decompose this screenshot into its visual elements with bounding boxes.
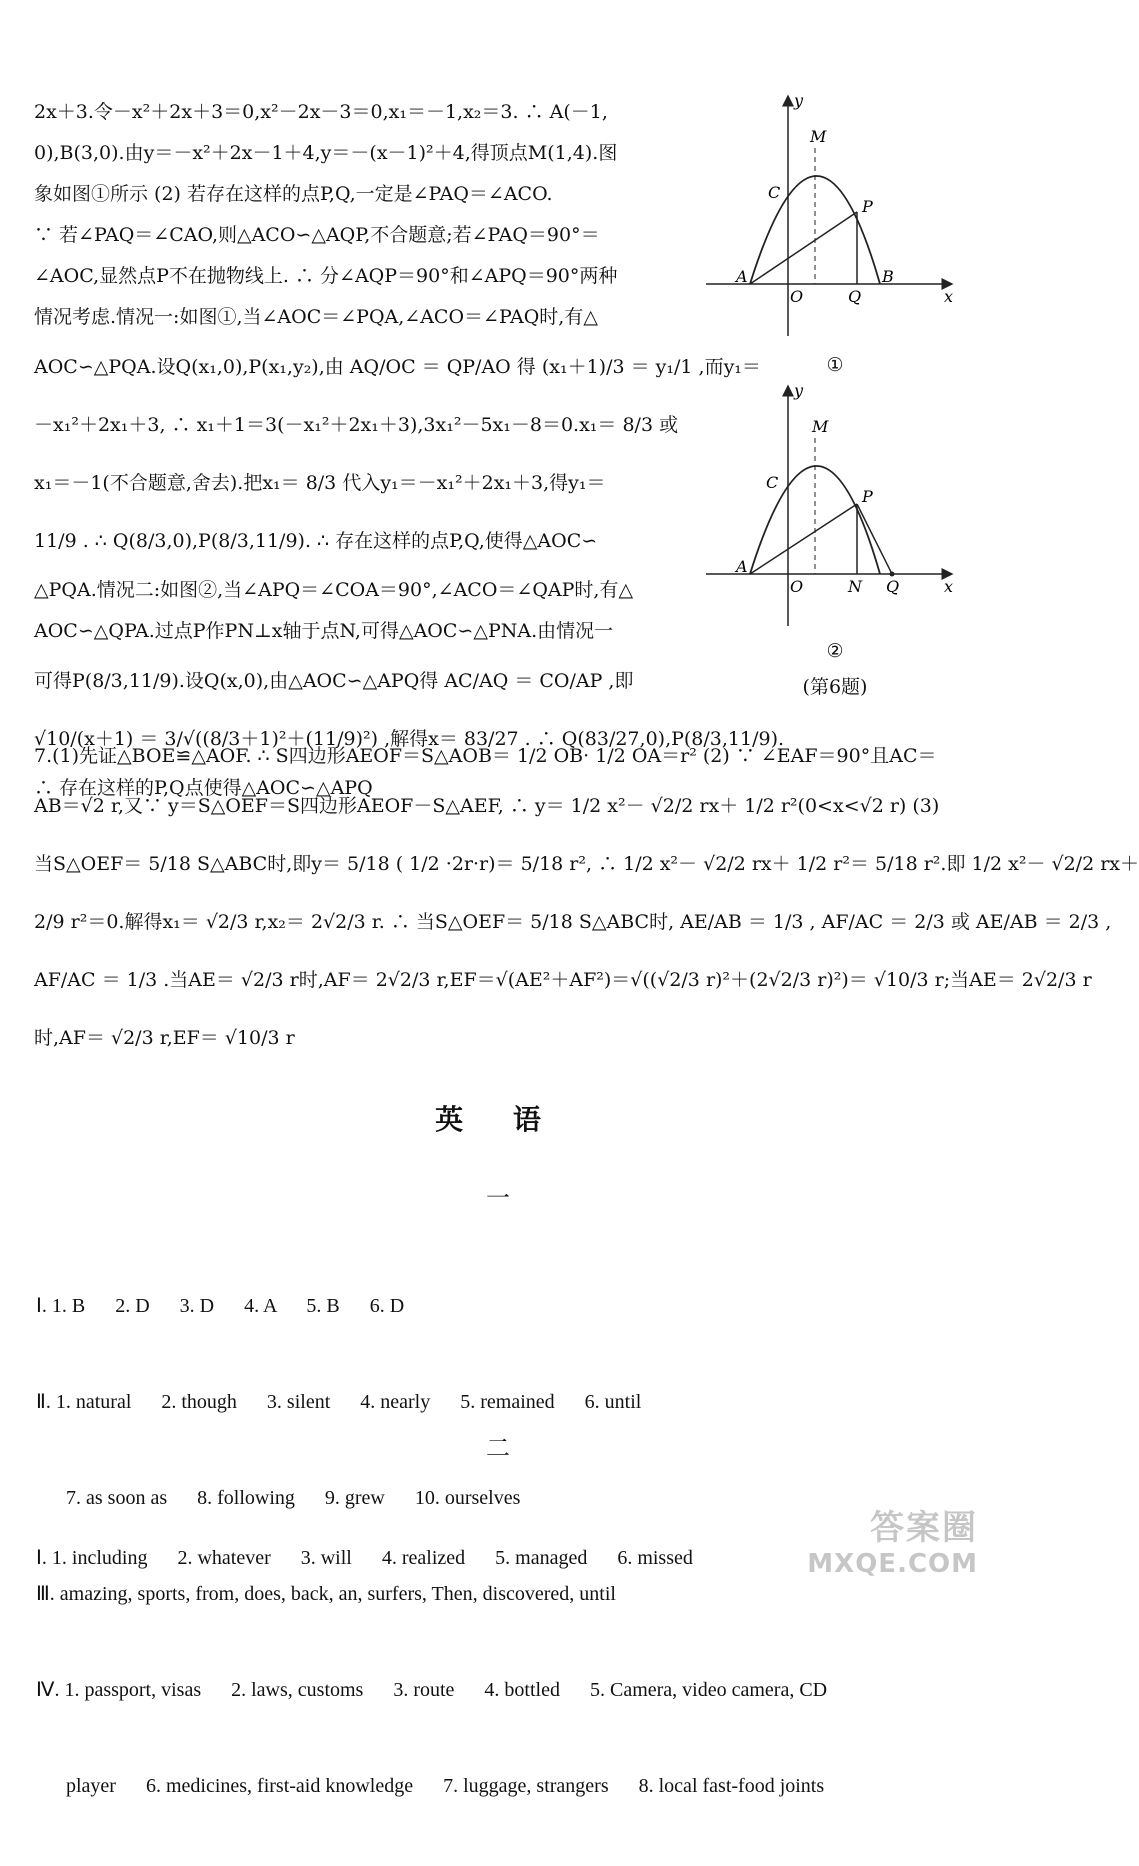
label-m: M: [812, 417, 829, 436]
math-line: ∵ 若∠PAQ＝∠CAO,则△ACO∽△AQP,不合题意;若∠PAQ＝90°＝: [34, 224, 600, 246]
math-line: 2/9 r²＝0.解得x₁＝ √2/3 r,x₂＝ 2√2/3 r. ∴ 当S△OEF＝ 5/18 S△ABC时, AE/AB ＝ 1/3 , AF/AC ＝ 2/3 或 AE/AB ＝ 2/3 ,: [34, 911, 1112, 933]
label-x: x: [944, 577, 954, 596]
math-line: 时,AF＝ √2/3 r,EF＝ √10/3 r: [34, 1027, 295, 1049]
point-q: [890, 572, 895, 577]
answer-line: Ⅰ. 1. B 2. D 3. D 4. A 5. B 6. D: [36, 1295, 405, 1317]
segment-ap: [750, 504, 857, 574]
watermark-logo: [802, 1500, 978, 1590]
math-line: AOC∽△QPA.过点P作PN⊥x轴于点N,可得△AOC∽△PNA.由情况一: [34, 620, 614, 642]
problem-6-caption: (第6题): [802, 676, 868, 698]
answer-line: Ⅲ. amazing, sports, from, does, back, an, surfers, Then, discovered, until: [36, 1583, 616, 1605]
label-c: C: [768, 183, 781, 202]
label-y: y: [794, 91, 804, 110]
figure-2: [700, 378, 970, 698]
answer-line: player 6. medicines, first-aid knowledge 7. luggage, strangers 8. local fast-food joints: [36, 1775, 825, 1797]
figure-1: [700, 88, 970, 388]
math-line: 11/9 . ∴ Q(8/3,0),P(8/3,11/9). ∴ 存在这样的点P,Q,使得△AOC∽: [34, 530, 598, 552]
label-x: x: [944, 287, 954, 306]
label-q: Q: [848, 287, 862, 306]
segment-pq: [857, 504, 892, 574]
label-q: Q: [886, 577, 900, 596]
label-m: M: [810, 127, 827, 146]
math-line: 2x＋3.令－x²＋2x＋3＝0,x²－2x－3＝0,x₁＝－1,x₂＝3. ∴ A(－1,: [34, 101, 608, 123]
math-line: ∴ 存在这样的P,Q点使得△AOC∽△APQ: [34, 777, 373, 799]
label-o: O: [790, 577, 804, 596]
watermark-title: 答案圈: [870, 1508, 978, 1548]
label-p: P: [862, 487, 873, 506]
math-line: 当S△OEF＝ 5/18 S△ABC时,即y＝ 5/18 ( 1/2 ·2r·r)＝ 5/18 r², ∴ 1/2 x²－ √2/2 rx＋ 1/2 r²＝ 5/18 r².即 1/2 x²－ √2/2 rx＋: [34, 853, 1139, 875]
answer-line: 7. as soon as 8. following 9. grew 10. ourselves: [36, 1487, 521, 1509]
watermark-url: MXQE.COM: [807, 1549, 978, 1579]
label-p: P: [862, 197, 873, 216]
math-line: 0),B(3,0).由y＝－x²＋2x－1＋4,y＝－(x－1)²＋4,得顶点M(1,4).图: [34, 142, 618, 164]
label-c: C: [766, 473, 779, 492]
answer-line: Ⅰ. 1. including 2. whatever 3. will 4. realized 5. managed 6. missed: [36, 1547, 693, 1569]
question-7-solution: [34, 736, 1139, 1067]
label-a: A: [736, 557, 748, 576]
math-line: x₁＝－1(不合题意,舍去).把x₁＝ 8/3 代入y₁＝－x₁²＋2x₁＋3,得y₁＝: [34, 472, 606, 494]
math-line: △PQA.情况二:如图②,当∠APQ＝∠COA＝90°,∠ACO＝∠QAP时,有△: [34, 579, 634, 601]
answer-line: Ⅳ. 1. passport, visas 2. laws, customs 3. route 4. bottled 5. Camera, video camera, CD: [36, 1679, 828, 1701]
part-two-mark: 二: [486, 1434, 510, 1462]
math-line: AB＝√2 r,又∵ y＝S△OEF＝S四边形AEOF－S△AEF, ∴ y＝ 1/2 x²－ √2/2 rx＋ 1/2 r²(0<x<√2 r) (3): [34, 795, 940, 817]
math-line: 象如图①所示 (2) 若存在这样的点P,Q,一定是∠PAQ＝∠ACO.: [34, 183, 553, 205]
parabola-figure-2: [700, 378, 970, 636]
label-o: O: [790, 287, 804, 306]
math-line: 7.(1)先证△BOE≌△AOF. ∴ S四边形AEOF＝S△AOB＝ 1/2 OB· 1/2 OA＝r² (2) ∵ ∠EAF＝90°且AC＝: [34, 745, 937, 767]
segment-ap: [750, 212, 857, 284]
label-n: N: [848, 577, 862, 596]
figure-1-caption: ①: [826, 354, 844, 376]
parabola-figure-1: [700, 88, 970, 350]
math-line: AOC∽△PQA.设Q(x₁,0),P(x₁,y₂),由 AQ/OC ＝ QP/AO 得 (x₁＋1)/3 ＝ y₁/1 ,而y₁＝: [34, 356, 761, 378]
math-line: －x₁²＋2x₁＋3, ∴ x₁＋1＝3(－x₁²＋2x₁＋3),3x₁²－5x₁－8＝0.x₁＝ 8/3 或: [34, 414, 679, 436]
english-section-title: 英 语: [435, 1103, 561, 1136]
answer-line: Ⅱ. 1. natural 2. though 3. silent 4. nearly 5. remained 6. until: [36, 1391, 642, 1413]
label-b: B: [882, 267, 894, 286]
math-line: √10/(x＋1) ＝ 3/√((8/3＋1)²＋(11/9)²) ,解得x＝ 83/27 . ∴ Q(83/27,0),P(8/3,11/9).: [34, 728, 785, 750]
figure-2-caption: ②: [826, 640, 844, 662]
label-a: A: [736, 267, 748, 286]
label-y: y: [794, 381, 804, 400]
math-line: ∠AOC,显然点P不在抛物线上. ∴ 分∠AQP＝90°和∠APQ＝90°两种: [34, 265, 618, 287]
math-line: 情况考虑.情况一:如图①,当∠AOC＝∠PQA,∠ACO＝∠PAQ时,有△: [34, 306, 598, 328]
math-line: AF/AC ＝ 1/3 .当AE＝ √2/3 r时,AF＝ 2√2/3 r,EF＝√(AE²＋AF²)＝√((√2/3 r)²＋(2√2/3 r)²)＝ √10/3 r;当AE＝ 2√2/3 r: [34, 969, 1092, 991]
part-one-mark: 一: [486, 1184, 510, 1212]
math-line: 可得P(8/3,11/9).设Q(x,0),由△AOC∽△APQ得 AC/AQ ＝ CO/AP ,即: [34, 670, 634, 692]
